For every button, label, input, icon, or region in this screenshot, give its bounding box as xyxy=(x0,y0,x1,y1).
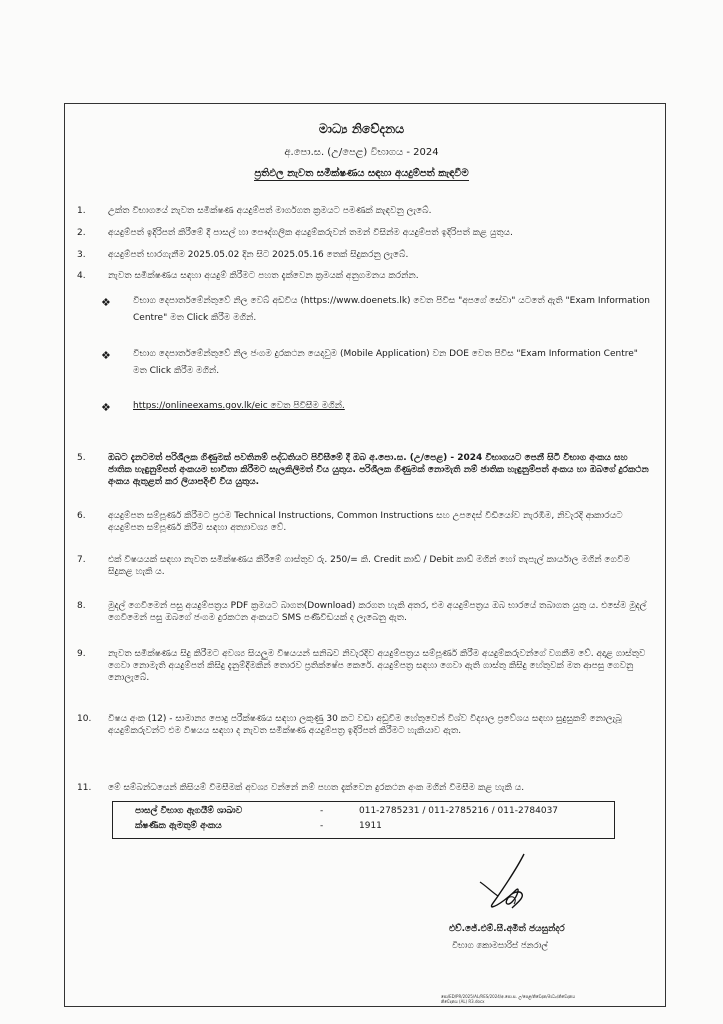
exam-name: අ.පො.ස. (උ/පෙළ) විභාගය - 2024 xyxy=(284,147,439,158)
file-reference-line: නිවේදනය (AL) R3.docx xyxy=(441,999,485,1005)
item-number: 10. xyxy=(77,714,92,724)
item-text: මේ සම්බන්ධයෙන් කිසියම් විමසීමක් අවශ්‍ය වන්නේ නම් පහත දැක්වෙන දුරකථන අංක මගින් විමසීම කළ හැකි ය. xyxy=(108,783,525,793)
file-reference-line: පො/ED/PR/2025/AL/RES/2024/අ.පො.ස. උ/පෙළ/නිවේදන/මාධ්‍ය/නිවේදනය xyxy=(441,994,576,999)
signature-image xyxy=(476,852,552,910)
item-text: මුදල් ගෙවීමෙන් පසු අයදුම්පත්‍රය PDF ක්‍රමයට බාගත(Download) කරගත හැකි අතර, එම අයදුම්පත්‍රය ඔබ භාරයේ තබාගත යුතු ය. එසේම මුදල් ගෙවීමෙන් පසු ඔබගේ ජංගම දුරකථන අංකයට SMS පණිවිඩයක් ද ලැබෙනු ඇත. xyxy=(108,601,647,624)
item-text: නැවත සමීක්ෂණය සඳහා අයදුම් කිරීමට පහත දැක්වෙන ක්‍රමයක් අනුගමනය කරන්න. xyxy=(108,271,419,281)
method-text: විභාග දෙපාර්තමේන්තුවේ නිල වෙබ් අඩවිය (https://www.doenets.lk) වෙත පිවිස "අපගේ සේවා" යටතේ ඇති "Exam Information Centre" මත Click කිරීම මගින්. xyxy=(133,296,650,324)
document-title: මාධ්‍ය නිවේදනය xyxy=(318,121,405,136)
contact-number: 011-2785231 / 011-2785216 / 011-2784037 xyxy=(359,806,559,816)
bullet-icon: ❖ xyxy=(101,349,111,362)
item-text: ඔබට දැනටමත් පරිශීලක ගිණුමක් පවතිනම් පද්ධතියට පිවිසීමේ දී ඔබ අ.පො.ස. (උ/පෙළ) - 2024 විභාගයට පෙනී සිටි විභාග අංකය සහ ජාතික හැඳුනුම්පත් අංකයම භාවිතා කිරීමට සැලකිලිමත් විය යුතුය. පරිශීලක ගිණුමක් නොමැති නම් ජාතික හැඳුනුම්පත් අංකය හා ඔබගේ දුරකථන අංකය ඇතුළත් කර ලියාපදිංචි විය යුතුය. xyxy=(108,453,649,488)
item-text: එක් විෂයයක් සඳහා නැවත සමීක්ෂණය කිරීමේ ගාස්තුව රු. 250/= කි. Credit කාඩ් / Debit කාඩ් මගින් හෝ තැපැල් කාර්යාල මගින් ගෙවීම සිදුකළ හැකි ය. xyxy=(108,555,630,578)
item-text: අයදුම්පත සම්පූර්ණ කිරීමට ප්‍රථම Technical Instructions, Common Instructions සහ උපදෙස් වීඩියෝව නැරඹීම, නිවැරදි ආකාරයට අයදුම්පත සම්පූර්ණ කිරීම සඳහා අත්‍යාවශ්‍ය වේ. xyxy=(108,511,623,534)
document-subject xyxy=(0,168,723,179)
item-number: 4. xyxy=(77,271,86,281)
contact-number: 1911 xyxy=(359,821,382,831)
contact-separator: - xyxy=(320,806,324,816)
item-number: 11. xyxy=(77,783,92,793)
bullet-icon: ❖ xyxy=(101,296,111,309)
item-number: 6. xyxy=(77,511,86,521)
signatory-name: එච්.ජේ.එම්.සී.අමිත් ජයසුන්දර xyxy=(449,924,565,934)
signatory-title: විභාග කොමසාරිස් ජනරාල් xyxy=(452,941,548,951)
method-text: විභාග දෙපාර්තමේන්තුවේ නිල ජංගම දුරකථන යෙදවුම (Mobile Application) වන DOE වෙත පිවිස "Exam Information Centre" මත Click කිරීම මගින්. xyxy=(133,349,638,377)
item-text: නැවත සමීක්ෂණය සිදු කිරීමට අවශ්‍ය සියලුම විෂයයන් සනිඛව නිවැරදිව අයදුම්පත්‍රය සම්පූර්ණ කිරීම අයදුම්කරුවන්ගේ වගකීම වේ. අදාළ ගාස්තුව ගෙවා නොමැති අයදුම්පත් කිසිදු දැනුම්දීමකින් තොරව ප්‍රතික්ෂේප කෙරේ. අයදුම්පත්‍ර සඳහා ගෙවා ඇති ගාස්තු කිසිදු හේතුවක් මත ආපසු ගෙවනු නොලැබේ. xyxy=(108,649,646,684)
item-number: 3. xyxy=(77,250,86,260)
item-number: 9. xyxy=(77,649,86,659)
bullet-icon: ❖ xyxy=(101,401,111,414)
item-number: 7. xyxy=(77,555,86,565)
item-text: විෂය අංක (12) - සාමාන්‍ය පොදු පරීක්ෂණය සඳහා ලකුණු 30 කට වඩා අඩුවීම හේතුවෙන් විශ්ව විද්‍යාල ප්‍රවේශය සඳහා සුදුසුකම් නොලැබූ අයදුම්කරුවන්ට එම විෂයය සඳහා ද නැවත සමීක්ෂණ අයදුම්පත්‍ර ඉදිරිපත් කිරීමට හැකියාව ඇත. xyxy=(108,714,622,737)
contact-box xyxy=(112,801,615,839)
item-number: 1. xyxy=(77,206,86,216)
item-number: 5. xyxy=(77,453,86,463)
contact-separator: - xyxy=(320,821,324,831)
subject-text: ප්‍රතිඵල නැවත සමීක්ෂණය සඳහා අයදුම්පත් කැඳවීම xyxy=(254,168,469,179)
item-text: උක්ත විභාගයේ නැවත සමීක්ෂණ අයදුම්පත් මාර්ගගත ක්‍රමයට පමණක් කැඳවනු ලැබේ. xyxy=(108,206,432,216)
item-text: අයදුම්පත් භාරගැනීම 2025.05.02 දින සිට 2025.05.16 තෙක් සිදුකරනු ලැබේ. xyxy=(108,250,409,260)
contact-row xyxy=(113,806,614,820)
item-number: 2. xyxy=(77,228,86,238)
method-text[interactable]: https://onlineexams.gov.lk/eic වෙත පිවිසීම මගින්. xyxy=(133,401,345,411)
contact-label: පාසල් විභාග ඇගයීම් ශාඛාව xyxy=(135,806,243,816)
contact-row xyxy=(113,821,614,835)
file-reference xyxy=(441,994,641,1004)
contact-label: ක්ෂණික ඇමතුම් අංකය xyxy=(135,821,222,831)
item-text: අයදුම්පත් ඉදිරිපත් කිරීමේ දී පාසල් හා පෞද්ගලික අයදුම්කරුවන් තමන් විසින්ම අයදුම්පත් ඉදිරිපත් කළ යුතුය. xyxy=(108,228,513,238)
item-number: 8. xyxy=(77,601,86,611)
